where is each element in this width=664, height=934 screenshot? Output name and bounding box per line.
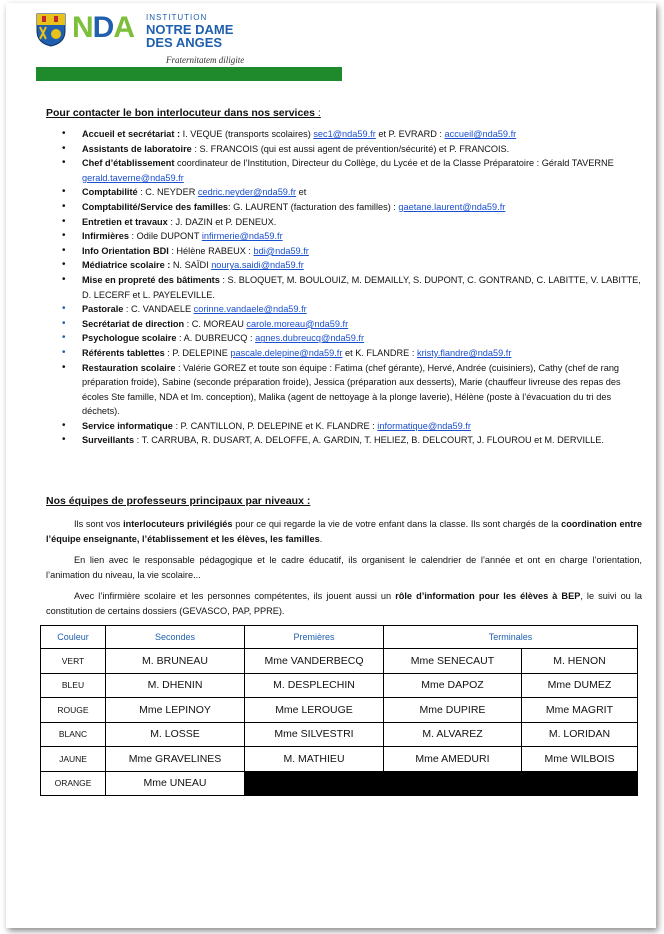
level-color-cell: BLEU — [41, 673, 106, 698]
contact-item — [46, 346, 644, 361]
table-row — [41, 649, 638, 674]
crest-icon — [36, 13, 66, 47]
contact-item — [46, 433, 644, 448]
contact-text: I. VEQUE (transports scolaires) — [180, 129, 314, 139]
contact-label: Infirmières — [82, 231, 129, 242]
contact-label: Entretien et travaux — [82, 216, 168, 227]
header-premieres: Premières — [245, 626, 384, 649]
email-link[interactable]: bdi@nda59.fr — [253, 245, 309, 256]
header-secondes: Secondes — [106, 626, 245, 649]
contact-item — [46, 142, 644, 157]
contact-text: : C. VANDAELE — [123, 304, 194, 315]
teams-paragraph-2: En lien avec le responsable pédagogique et le cadre éducatif, ils organisent le calendrier de l’année et ont en charge l’orientation, l’animation du niveau, la vie scolaire... — [46, 555, 642, 580]
terminales-cell-2: M. LORIDAN — [521, 722, 637, 747]
contact-text: : P. CANTILLON, P. DELEPINE et K. FLANDRE : — [172, 420, 378, 431]
secondes-cell: M. DHENIN — [106, 673, 245, 698]
terminales-cell-1: Mme DAPOZ — [384, 673, 522, 698]
level-color-cell: VERT — [41, 649, 106, 674]
contact-item — [46, 331, 644, 346]
contact-label: Service informatique — [82, 420, 173, 431]
contact-text: coordinateur de l’Institution, Directeur du Collège, du Lycée et de la Classe Préparatoire : Gérald TAVERNE — [174, 158, 614, 169]
secondes-cell: Mme LEPINOY — [106, 698, 245, 723]
contact-item — [46, 419, 644, 434]
terminales-cell-2: Mme DUMEZ — [521, 673, 637, 698]
contact-item — [46, 244, 644, 259]
contact-text: et — [296, 187, 307, 198]
secondes-cell: M. BRUNEAU — [106, 649, 245, 674]
terminales-cell-2: Mme MAGRIT — [521, 698, 637, 723]
secondes-cell: Mme UNEAU — [106, 771, 245, 796]
table-row — [41, 673, 638, 698]
contact-text: : P. DELEPINE — [164, 347, 231, 358]
table-row — [41, 722, 638, 747]
contact-text: : S. BLOQUET, M. BOULOUIZ, M. DEMAILLY, S. DUPONT, C. GONTRAND, C. LABITTE, V. LABITTE, D. LECERF et L. PAYELEVILLE. — [82, 274, 641, 300]
email-link[interactable]: agnes.dubreucq@nda59.fr — [255, 333, 365, 344]
motto: Fraternitatem diligite — [166, 55, 245, 65]
document-page — [6, 3, 656, 928]
contacts-title: Pour contacter le bon interlocuteur dans nos services : — [46, 107, 321, 119]
premieres-cell: Mme VANDERBECQ — [245, 649, 384, 674]
header-terminales: Terminales — [384, 626, 638, 649]
contact-label: Accueil et secrétariat : — [82, 129, 181, 139]
empty-black-cell — [245, 771, 638, 796]
contact-text: : J. DAZIN et P. DENEUX. — [167, 216, 277, 227]
contact-item — [46, 185, 644, 200]
email-link[interactable]: informatique@nda59.fr — [377, 420, 471, 431]
contact-text: : Valérie GOREZ et toute son équipe : Fatima (chef gérante), Hervé, Andrée (cuisiniers), Cathy (chef de rang préparation froide), Sabine (seconde préparation froide), Jessica (préparation aux desserts), Marie (chauffeur livreuse des repas des écoles Ste famille, NDA et Im. conception), Malika (agent de nettoyage à la plonge laverie), Hélène (poste à l’évacuation du tri des déchets). — [82, 362, 621, 417]
email-link[interactable]: gerald.taverne@nda59.fr — [82, 172, 184, 183]
contact-label: Secrétariat de direction — [82, 318, 185, 329]
email-link[interactable]: cedric.neyder@nda59.fr — [197, 187, 297, 198]
contact-label: Comptabilité — [82, 187, 138, 198]
contact-text: : S. FRANCOIS (qui est aussi agent de prévention/sécurité) et P. FRANCOIS. — [191, 143, 510, 154]
nda-logo: NDA — [72, 11, 135, 44]
terminales-cell-2: Mme WILBOIS — [521, 747, 637, 772]
table-row — [41, 771, 638, 796]
email-link[interactable]: infirmerie@nda59.fr — [201, 231, 283, 242]
contact-item — [46, 361, 644, 419]
terminales-cell-1: Mme SENECAUT — [384, 649, 522, 674]
email-link[interactable]: nourya.saidi@nda59.fr — [211, 260, 304, 271]
terminales-cell-1: Mme DUPIRE — [384, 698, 522, 723]
email-link[interactable]: pascale.delepine@nda59.fr — [230, 347, 343, 358]
table-row — [41, 698, 638, 723]
contact-item — [46, 215, 644, 230]
contact-text: N. SAÏDI — [170, 260, 212, 271]
contact-text: : C. MOREAU — [184, 318, 247, 329]
contact-label: Médiatrice scolaire : — [82, 260, 171, 271]
contact-label: Pastorale — [82, 304, 124, 315]
teachers-table — [40, 625, 638, 796]
contact-item — [46, 273, 644, 302]
premieres-cell: M. DESPLECHIN — [245, 673, 384, 698]
secondes-cell: M. LOSSE — [106, 722, 245, 747]
terminales-cell-2: M. HENON — [521, 649, 637, 674]
institution-name: INSTITUTION NOTRE DAME DES ANGES — [146, 13, 234, 50]
contact-item — [46, 258, 644, 273]
contact-label: Mise en propreté des bâtiments — [82, 274, 220, 285]
level-color-cell: BLANC — [41, 722, 106, 747]
contact-label: Info Orientation BDI — [82, 245, 169, 256]
header-green-bar — [36, 67, 342, 81]
contact-label: Chef d’établissement — [82, 158, 175, 169]
email-link[interactable]: corinne.vandaele@nda59.fr — [193, 304, 307, 315]
teams-paragraph-3: Avec l’infirmière scolaire et les personnes compétentes, ils jouent aussi un rôle d’information pour les élèves à BEP, le suivi ou la constitution de certains dossiers (GEVASCO, PAP, PPRE). — [46, 591, 642, 616]
contact-label: Restauration scolaire — [82, 362, 176, 373]
teams-paragraph-1: Ils sont vos interlocuteurs privilégiés pour ce qui regarde la vie de votre enfant dans la classe. Ils sont chargés de la coordination entre l’équipe enseignante, l’établissement et les élèves, les familles. — [46, 519, 642, 544]
secondes-cell: Mme GRAVELINES — [106, 747, 245, 772]
email-link[interactable]: carole.moreau@nda59.fr — [246, 318, 349, 329]
premieres-cell: Mme SILVESTRI — [245, 722, 384, 747]
contact-text: : T. CARRUBA, R. DUSART, A. DELOFFE, A. GARDIN, T. HELIEZ, B. DELCOURT, J. FLOUROU et M. DERVILLE. — [134, 435, 604, 446]
contact-item — [46, 302, 644, 317]
contact-label: Surveillants — [82, 435, 135, 446]
contact-label: Assistants de laboratoire — [82, 143, 192, 154]
email-link[interactable]: kristy.flandre@nda59.fr — [416, 347, 512, 358]
premieres-cell: M. MATHIEU — [245, 747, 384, 772]
level-color-cell: ROUGE — [41, 698, 106, 723]
header-couleur: Couleur — [41, 626, 106, 649]
contact-item — [46, 229, 644, 244]
contacts-list — [46, 127, 644, 448]
contact-label: Référents tablettes — [82, 347, 165, 358]
terminales-cell-1: M. ALVAREZ — [384, 722, 522, 747]
premieres-cell: Mme LEROUGE — [245, 698, 384, 723]
contact-item — [46, 317, 644, 332]
contact-text: : C. NEYDER — [137, 187, 198, 198]
contact-text: : A. DUBREUCQ : — [176, 333, 256, 344]
email-link[interactable]: sec1@nda59.fr — [313, 129, 376, 139]
email-link[interactable]: accueil@nda59.fr — [444, 129, 517, 139]
contact-item — [46, 200, 644, 215]
contact-label: Psychologue scolaire — [82, 333, 177, 344]
table-row — [41, 747, 638, 772]
contact-item — [46, 156, 644, 185]
contact-text: : Odile DUPONT — [128, 231, 202, 242]
terminales-cell-1: Mme AMEDURI — [384, 747, 522, 772]
level-color-cell: JAUNE — [41, 747, 106, 772]
contact-label: Comptabilité/Service des familles — [82, 201, 229, 212]
contact-text: et P. EVRARD : — [375, 129, 445, 139]
email-link[interactable]: gaetane.laurent@nda59.fr — [398, 201, 506, 212]
teams-title: Nos équipes de professeurs principaux par niveaux : — [46, 495, 311, 507]
contact-text: et K. FLANDRE : — [342, 347, 417, 358]
table-header-row — [41, 626, 638, 649]
level-color-cell: ORANGE — [41, 771, 106, 796]
contact-text: : G. LAURENT (facturation des familles) : — [228, 201, 399, 212]
contact-text: : Hélène RABEUX : — [168, 245, 254, 256]
contact-item — [46, 127, 644, 142]
